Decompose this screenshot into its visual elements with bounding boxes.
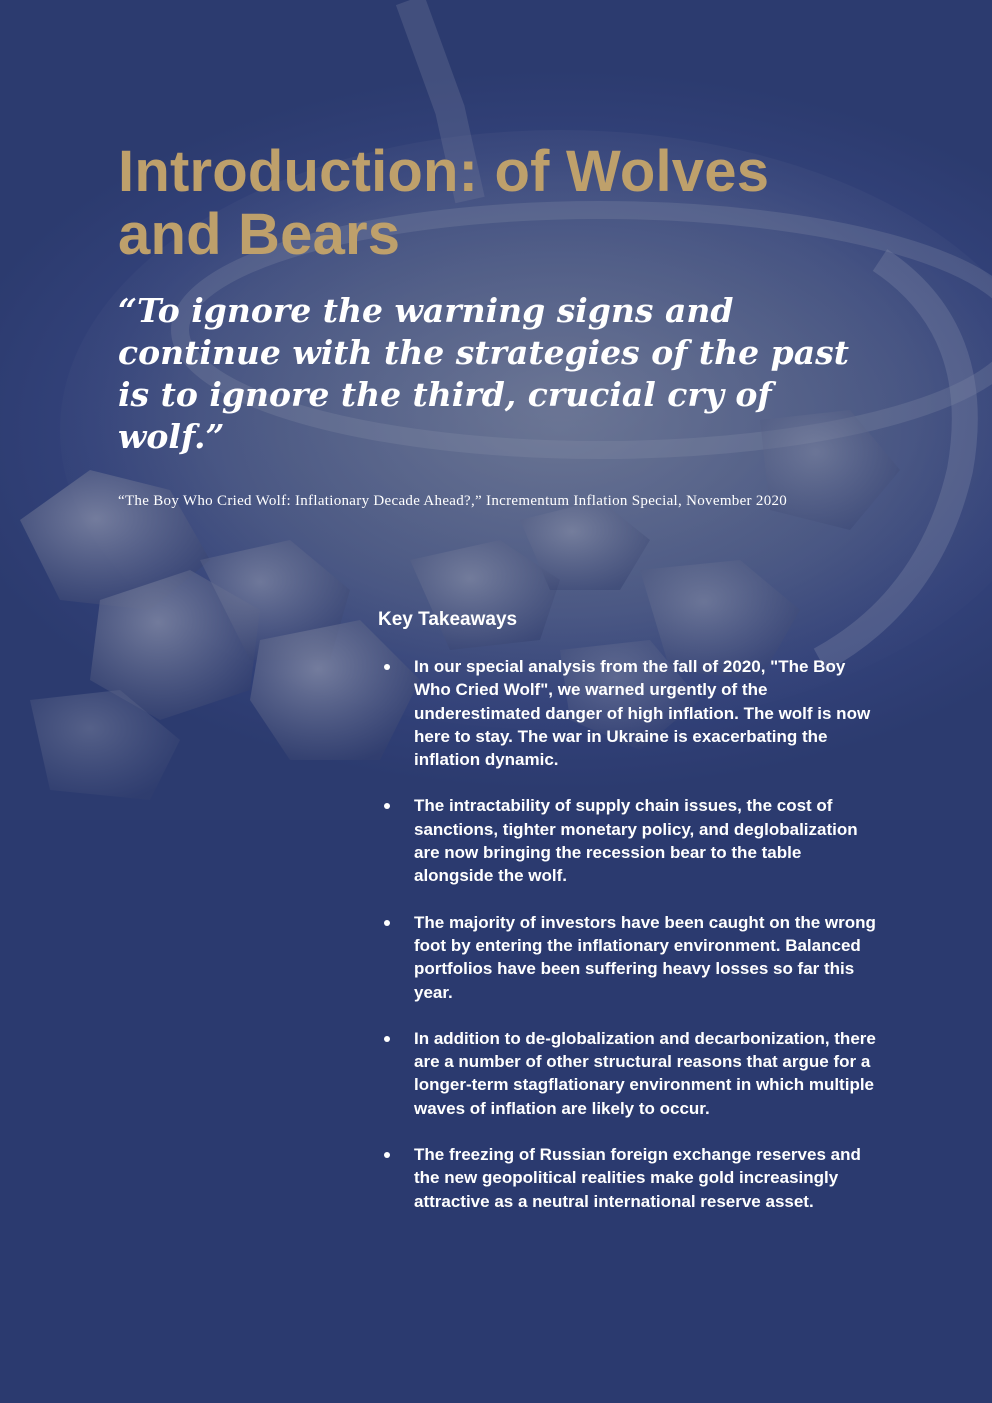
bullet-icon bbox=[384, 1036, 390, 1042]
list-item bbox=[378, 1143, 878, 1213]
list-item-text: The freezing of Russian foreign exchange reserves and the new geopolitical realities make gold increasingly attractive as a neutral international reserve asset. bbox=[414, 1145, 861, 1211]
key-takeaways-heading: Key Takeaways bbox=[378, 609, 518, 630]
list-item bbox=[378, 1027, 878, 1120]
list-item bbox=[378, 911, 878, 1004]
bullet-icon bbox=[384, 1152, 390, 1158]
key-takeaways-list bbox=[378, 655, 878, 1236]
bullet-icon bbox=[384, 920, 390, 926]
list-item-text: The majority of investors have been caught on the wrong foot by entering the inflationary environment. Balanced portfolios have been suffering heavy losses so far this year. bbox=[414, 912, 876, 1002]
bullet-icon bbox=[384, 803, 390, 809]
list-item bbox=[378, 655, 878, 771]
list-item-text: The intractability of supply chain issues, the cost of sanctions, tighter monetary policy, and deglobalization are now bringing the recession bear to the table alongside the wolf. bbox=[414, 796, 858, 886]
quote-source: “The Boy Who Cried Wolf: Inflationary Decade Ahead?,” Incrementum Inflation Special, November 2020 bbox=[118, 493, 788, 509]
list-item-text: In our special analysis from the fall of 2020, "The Boy Who Cried Wolf", we warned urgently of the underestimated danger of high inflation. The wolf is now here to stay. The war in Ukraine is exacerbating the inflation dynamic. bbox=[414, 657, 871, 770]
list-item bbox=[378, 794, 878, 887]
page-title: Introduction: of Wolves and Bears bbox=[118, 139, 770, 267]
pull-quote: “To ignore the warning signs and continue with the strategies of the past is to ignore the third, crucial cry of wolf.” bbox=[118, 291, 849, 456]
list-item-text: In addition to de-globalization and decarbonization, there are a number of other structural reasons that argue for a longer-term stagflationary environment in which multiple waves of inflation are likely to occur. bbox=[414, 1028, 876, 1118]
bullet-icon bbox=[384, 664, 390, 670]
